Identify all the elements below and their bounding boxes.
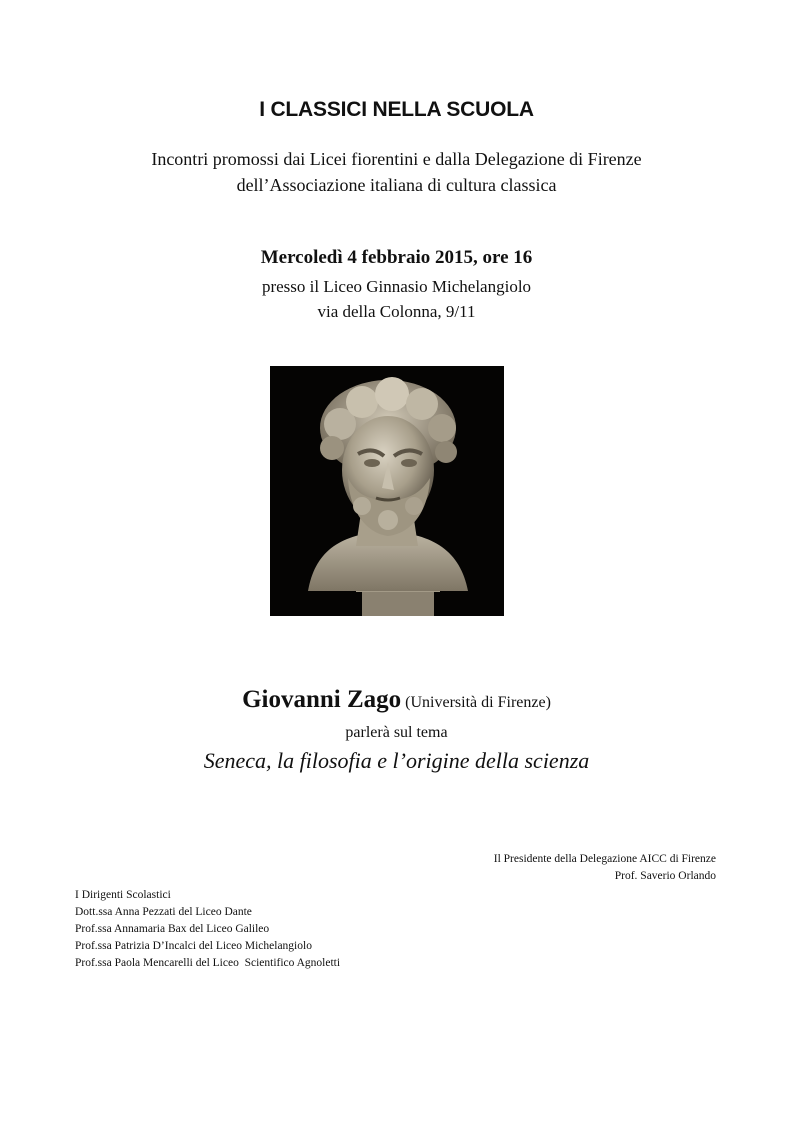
event-date-time: Mercoledì 4 febbraio 2015, ore 16 [260, 247, 533, 268]
list-item: Prof.ssa Annamaria Bax del Liceo Galileo [75, 923, 270, 935]
speaker-affiliation: (Università di Firenze) [401, 694, 551, 711]
event-venue: presso il Liceo Ginnasio Michelangiolo [261, 277, 532, 296]
subtitle-line-1: Incontri promossi dai Licei fiorentini e dalla Delegazione di Firenze [151, 149, 642, 169]
speaker-intro: parlerà sul tema [345, 724, 448, 741]
event-address: via della Colonna, 9/11 [317, 302, 476, 321]
subtitle-line-2: dell’Associazione italiana di cultura classica [236, 175, 557, 195]
speaker-name: Giovanni Zago [242, 686, 402, 713]
principals-heading: I Dirigenti Scolastici [75, 889, 171, 901]
page-title: I CLASSICI NELLA SCUOLA [259, 98, 534, 121]
talk-title: Seneca, la filosofia e l’origine della scienza [203, 748, 590, 773]
list-item: Prof.ssa Patrizia D’Incalci del Liceo Michelangiolo [75, 940, 312, 952]
list-item: Dott.ssa Anna Pezzati del Liceo Dante [75, 906, 252, 918]
bust-sculpture-illustration [270, 366, 504, 616]
list-item: Prof.ssa Paola Mencarelli del Liceo Scientifico Agnoletti [75, 957, 341, 969]
speaker-line [0, 686, 793, 714]
president-signature-block [494, 851, 716, 885]
bust-sculpture-image [270, 366, 504, 616]
president-role: Il Presidente della Delegazione AICC di Firenze [493, 853, 716, 865]
president-name: Prof. Saverio Orlando [614, 870, 716, 882]
principals-block [75, 887, 340, 972]
